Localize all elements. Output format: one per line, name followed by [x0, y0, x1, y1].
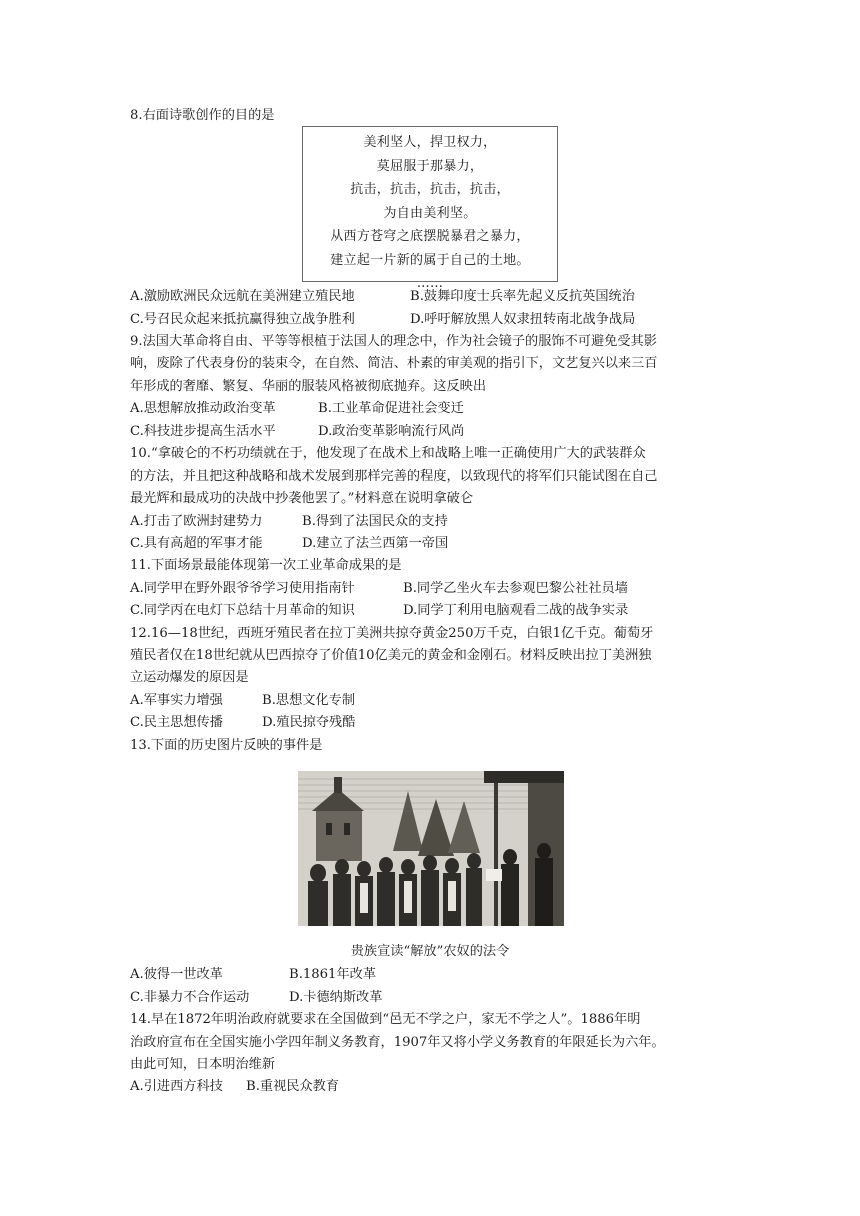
q13-option-a: A.彼得一世改革: [130, 967, 223, 982]
q12-option-a: A.军事实力增强: [130, 693, 223, 708]
q9-option-b: B.工业革命促进社会变迁: [318, 401, 464, 416]
q13-stem: 13.下面的历史图片反映的事件是: [130, 738, 323, 753]
poem-line: 莫屈服于那暴力，: [376, 158, 484, 174]
q11-option-b: B.同学乙坐火车去参观巴黎公社社员墙: [403, 581, 628, 596]
q10-stem-line: 最光辉和最成功的决战中抄袭他罢了。”材料意在说明拿破仑: [130, 491, 474, 506]
q9-option-c: C.科技进步提高生活水平: [130, 424, 276, 439]
poem-line: ……: [416, 276, 444, 291]
q9-stem-line: 响，废除了代表身份的装束令，在自然、简洁、朴素的审美观的指引下，文艺复兴以来三百: [130, 356, 658, 371]
q11-option-d: D.同学丁利用电脑观看二战的战争实录: [403, 603, 629, 618]
q9-option-d: D.政治变革影响流行风尚: [318, 424, 465, 439]
poem-line: 建立起一片新的属于自己的土地。: [330, 252, 530, 268]
q9-stem-line: 9.法国大革命将自由、平等等根植于法国人的理念中，作为社会镜子的服饰不可避免受其影: [130, 334, 657, 349]
q8-option-c: C.号召民众起来抵抗赢得独立战争胜利: [130, 312, 355, 327]
poem-line: 抗击，抗击，抗击，抗击，: [350, 182, 510, 197]
poem-line: 美利坚人，捍卫权力，: [363, 135, 497, 150]
q10-stem-line: 的方法，并且把这种战略和战术发展到那样完善的程度，以致现代的将军们只能试图在自己: [130, 469, 658, 484]
q12-option-b: B.思想文化专制: [262, 693, 356, 708]
q8-stem: 8.右面诗歌创作的目的是: [130, 108, 275, 123]
q12-stem-line: 殖民者仅在18世纪就从巴西掠夺了价值10亿美元的黄金和金刚石。材料反映出拉丁美洲独: [130, 648, 652, 663]
q13-option-b: B.1861年改革: [289, 967, 377, 982]
q10-option-c: C.具有高超的军事才能: [130, 536, 263, 551]
poem-line: 从西方苍穹之底摆脱暴君之暴力，: [330, 229, 530, 244]
q8-option-d: D.呼吁解放黑人奴隶扭转南北战争战局: [410, 312, 636, 327]
q9-stem-line: 年形成的奢靡、繁复、华丽的服装风格被彻底抛弃。这反映出: [130, 379, 487, 394]
q10-option-b: B.得到了法国民众的支持: [302, 514, 448, 529]
q12-option-d: D.殖民掠夺残酷: [262, 715, 356, 730]
figure-caption: 贵族宣读“解放”农奴的法令: [350, 944, 510, 959]
q14-stem-line: 治政府宣布在全国实施小学四年制义务教育，1907年又将小学义务教育的年限延长为六年。: [130, 1035, 665, 1050]
q10-option-a: A.打击了欧洲封建势力: [130, 514, 263, 529]
q9-option-a: A.思想解放推动政治变革: [130, 401, 276, 416]
q12-stem-line: 12.16—18世纪，西班牙殖民者在拉丁美洲共掠夺黄金250万千克，白银1亿千克。葡萄牙: [130, 626, 654, 641]
poem-box: [302, 126, 558, 291]
q8-option-b: B.鼓舞印度士兵率先起义反抗英国统治: [410, 289, 635, 304]
q10-option-d: D.建立了法兰西第一帝国: [302, 536, 449, 551]
q10-stem-line: 10.“拿破仑的不朽功绩就在于，他发现了在战术上和战略上唯一正确使用广大的武装群众: [130, 446, 646, 461]
poem-line: 为自由美利坚。: [383, 205, 477, 221]
historical-engraving-image: [298, 771, 564, 926]
q11-stem: 11.下面场景最能体现第一次工业革命成果的是: [130, 558, 402, 573]
q14-stem-line: 14.早在1872年明治政府就要求在全国做到“邑无不学之户，家无不学之人”。1886年明: [130, 1012, 641, 1027]
q13-option-c: C.非暴力不合作运动: [130, 990, 250, 1005]
q14-stem-line: 由此可知，日本明治维新: [130, 1057, 276, 1072]
q12-stem-line: 立运动爆发的原因是: [130, 670, 249, 685]
q13-option-d: D.卡德纳斯改革: [289, 990, 383, 1005]
q12-option-c: C.民主思想传播: [130, 715, 223, 730]
q11-option-c: C.同学丙在电灯下总结十月革命的知识: [130, 603, 355, 618]
q8-option-a: A.激励欧洲民众远航在美洲建立殖民地: [130, 289, 355, 304]
q14-option-b: B.重视民众教育: [246, 1079, 340, 1094]
q14-option-a: A.引进西方科技: [130, 1079, 223, 1094]
q11-option-a: A.同学甲在野外跟爷爷学习使用指南针: [130, 581, 355, 596]
